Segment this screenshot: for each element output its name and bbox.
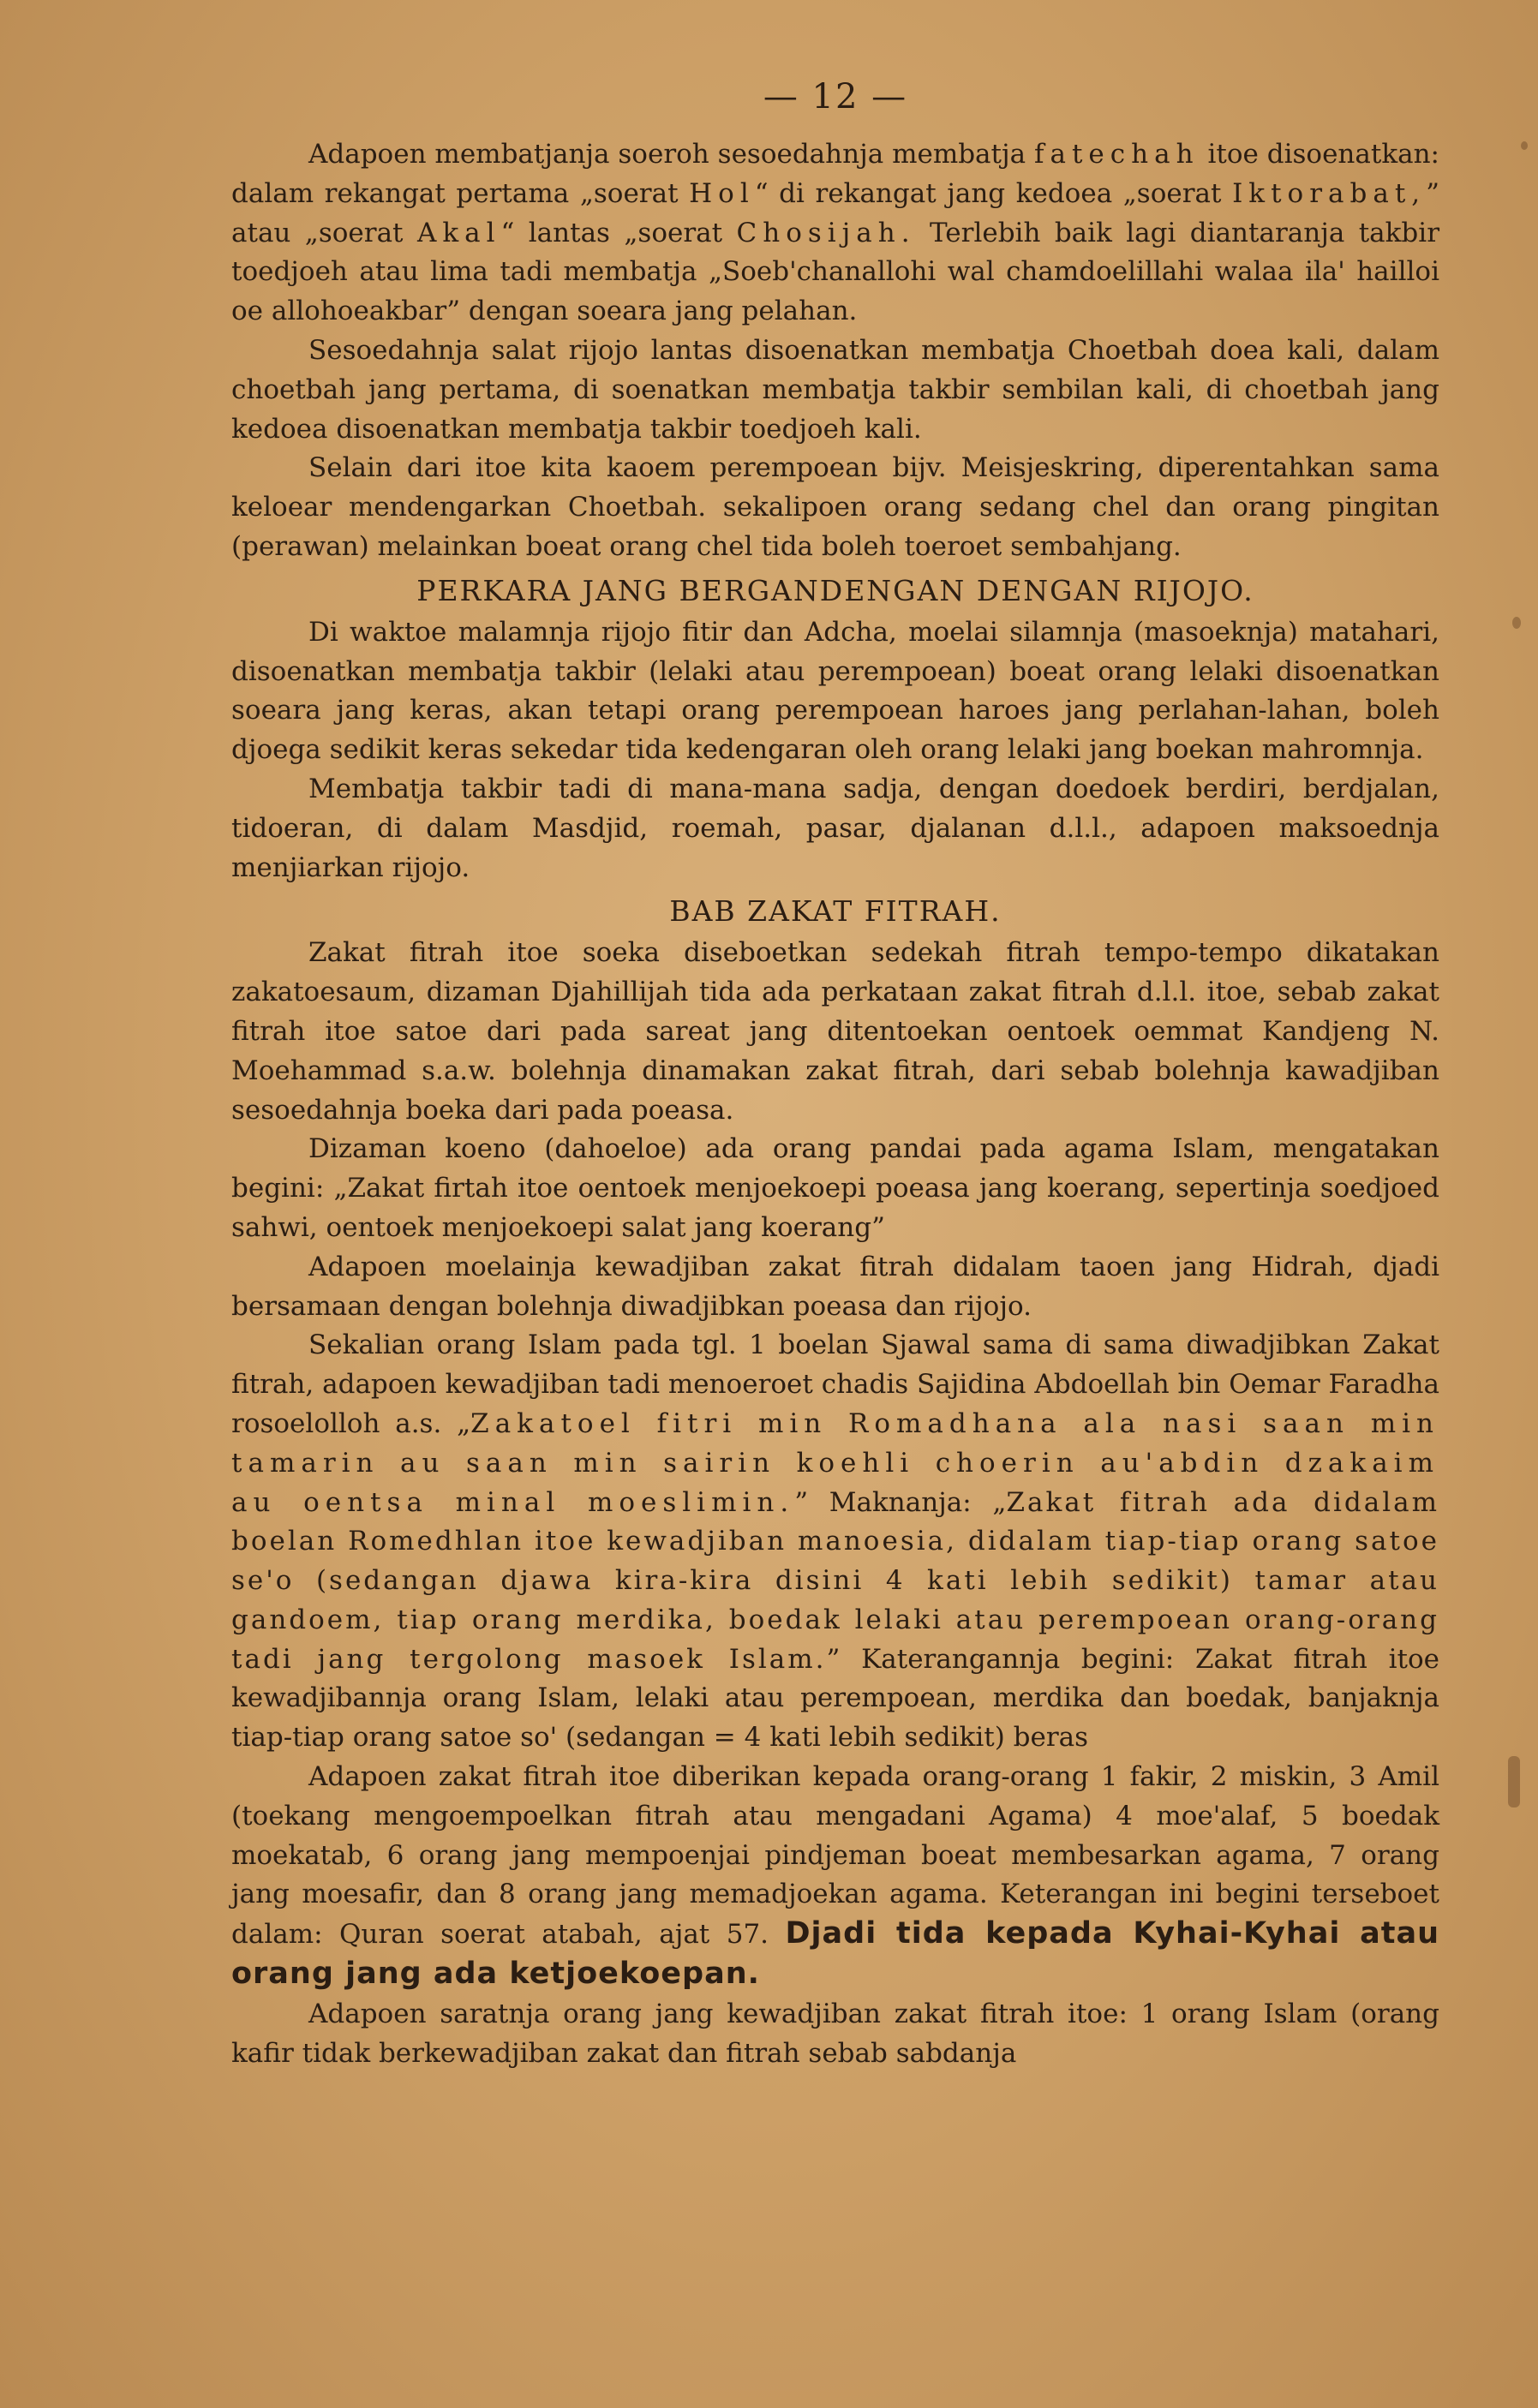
text: Sekalian orang Islam pada tgl. 1 boelan Sjawal sama di sama diwadjibkan Zakat fitrah, adapoen kewadjiban tadi menoeroet chadis Sajidina Abdoellah bin Oemar Faradha rosoelolloh a.s. „ xyxy=(231,1329,1439,1439)
text: Adapoen zakat fitrah itoe diberikan kepada orang-orang 1 fakir, 2 miskin, 3 Amil (toekang mengoempoelkan fitrah atau mengadani Agama) 4 moe'alaf, 5 boedak moekatab, 6 orang jang mempoenjai pindjeman boeat membesarkan agama, 7 orang jang moesafir, dan 8 orang jang memadjoekan agama. Keterangan ini begini terseboet dalam: Quran soerat atabah, ajat 57. xyxy=(231,1761,1439,1951)
paragraph xyxy=(231,1758,1439,1995)
bold-statement: Djadi tida kepada Kyhai-Kyhai atau orang jang ada ketjoekoepan. xyxy=(231,1916,1440,1992)
emphasis-text: Hol xyxy=(689,177,755,209)
paragraph xyxy=(231,135,1439,332)
paper-stain xyxy=(1512,617,1521,629)
text: Adapoen membatjanja soeroh sesoedahnja membatja xyxy=(308,139,1026,170)
page-number: — 12 — xyxy=(763,77,908,117)
section-heading: PERKARA JANG BERGANDENGAN DENGAN RIJOJO. xyxy=(416,573,1254,607)
text: “ lantas „soerat xyxy=(500,217,723,248)
paragraph: Adapoen saratnja orang jang kewadjiban zakat fitrah itoe: 1 orang Islam (orang kafir tidak berkewadjiban zakat dan fitrah sebab sabdanja xyxy=(231,1998,1439,2069)
section-heading: BAB ZAKAT FITRAH. xyxy=(669,894,1002,929)
emphasis-text: Iktorabat, xyxy=(1232,177,1427,209)
text: Terlebih baik lagi diantaranja takbir toedjoeh atau lima tadi membatja „Soeb'chanallohi wal chamdoelillahi walaa ila' hailloi oe allohoeakbar” dengan soeara jang pelahan. xyxy=(231,217,1440,327)
paragraph: Dizaman koeno (dahoeloe) ada orang pandai pada agama Islam, mengatakan begini: „Zakat firtah itoe oentoek menjoekoepi poeasa jang koerang, sepertinja soedjoed sahwi, oentoek menjoekoepi salat jang koerang” xyxy=(231,1133,1439,1243)
emphasis-text: Chosijah. xyxy=(736,217,916,248)
emphasis-text: Akal xyxy=(416,217,501,248)
paragraph: Adapoen moelainja kewadjiban zakat fitrah didalam taoen jang Hidrah, djadi bersamaan dengan bolehnja diwadjibkan poeasa dan rijojo. xyxy=(231,1251,1439,1322)
arabic-transliteration: Zakatoel fitri min Romadhana ala nasi saan min tamarin au saan min sairin koehli choerin au'abdin dzakaim au oentsa minal moeslimin. xyxy=(231,1407,1439,1518)
paragraph xyxy=(231,1326,1439,1758)
paragraph: Membatja takbir tadi di mana-mana sadja, dengan doedoek berdiri, berdjalan, tidoeran, di dalam Masdjid, roemah, pasar, djalanan d.l.l., adapoen maksoednja menjiarkan rijojo. xyxy=(231,773,1439,883)
document-page xyxy=(231,77,1439,2073)
paper-stain xyxy=(1508,1756,1520,1807)
paragraph: Sesoedahnja salat rijojo lantas disoenatkan membatja Choetbah doea kali, dalam choetbah jang pertama, di soenatkan membatja takbir sembilan kali, di choetbah jang kedoea disoenatkan membatja takbir toedjoeh kali. xyxy=(231,334,1439,445)
paragraph: Di waktoe malamnja rijojo fitir dan Adcha, moelai silamnja (masoeknja) matahari, disoenatkan membatja takbir (lelaki atau perempoean) boeat orang lelaki disoenatkan soeara jang keras, akan tetapi orang perempoean haroes jang perlahan-lahan, boleh djoega sedikit keras sekedar tida kedengaran oleh orang lelaki jang boekan mahromnja. xyxy=(231,616,1439,766)
hadith-meaning: Zakat fitrah ada didalam boelan Romedhlan itoe kewadjiban manoesia, didalam tiap-tiap orang satoe se'o (sedangan djawa kira-kira disini 4 kati lebih sedikit) tamar atau gandoem, tiap orang merdika, boedak lelaki atau perempoean orang-orang tadi jang tergolong masoek Islam. xyxy=(231,1486,1440,1675)
paragraph: Zakat fitrah itoe soeka diseboetkan sedekah fitrah tempo-tempo dikatakan zakatoesaum, dizaman Djahillijah tida ada perkataan zakat fitrah d.l.l. itoe, sebab zakat fitrah itoe satoe dari pada sareat jang ditentoekan oentoek oemmat Kandjeng N. Moehammad s.a.w. bolehnja dinamakan zakat fitrah, dari sebab bolehnja kawadjiban sesoedahnja boeka dari pada poeasa. xyxy=(231,937,1439,1126)
text: “ di rekangat jang kedoea „soerat xyxy=(754,177,1222,209)
paragraph: Selain dari itoe kita kaoem perempoean bijv. Meisjeskring, diperentahkan sama keloear mendengarkan Choetbah. sekalipoen orang sedang chel dan orang pingitan (perawan) melainkan boeat orang chel tida boleh toeroet sembahjang. xyxy=(231,452,1439,562)
text: itoe disoenatkan: dalam rekangat pertama „soerat xyxy=(231,139,1440,209)
text: ” atau „soerat xyxy=(231,177,1440,248)
paper-stain xyxy=(1521,141,1528,150)
text: ” Maknanja: „ xyxy=(794,1486,1007,1518)
text: ” Katerangannja begini: Zakat fitrah itoe kewadjibannja orang Islam, lelaki atau perempoean, merdika dan boedak, banjaknja tiap-tiap orang satoe so' (sedangan = 4 kati lebih sedikit) beras xyxy=(231,1643,1439,1754)
emphasis-text: fatechah xyxy=(1034,139,1200,170)
